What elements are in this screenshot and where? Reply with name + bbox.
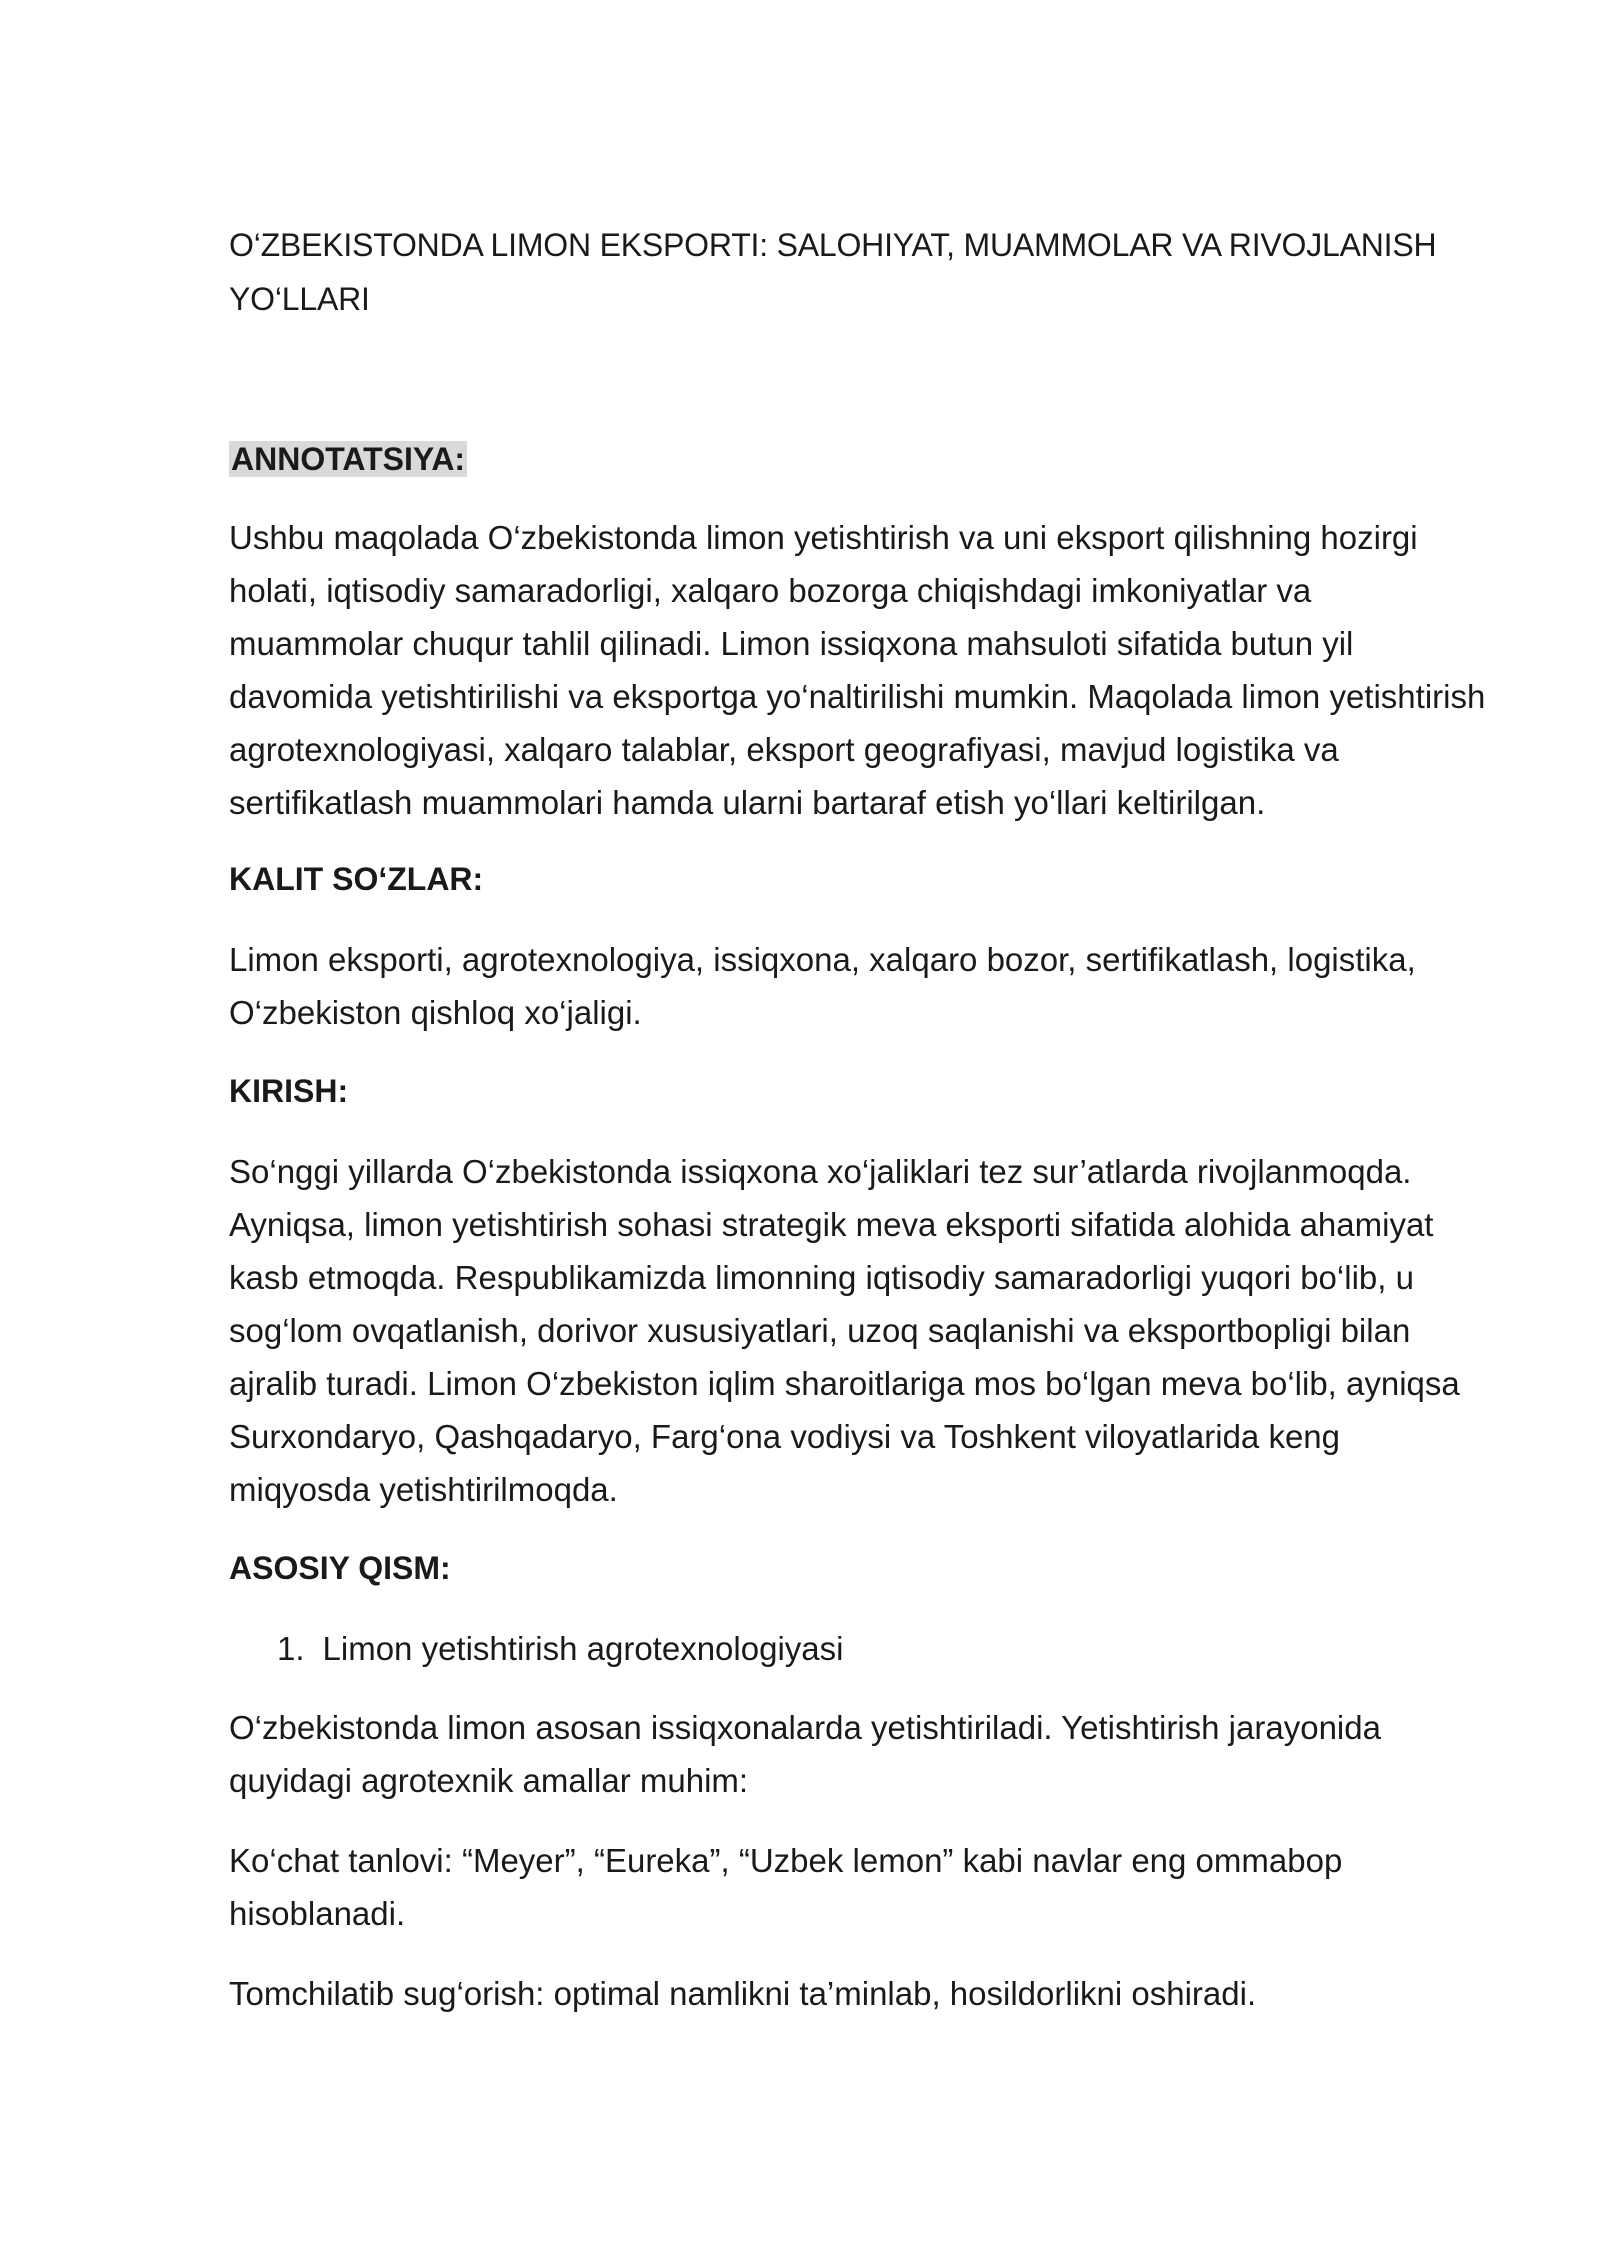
list-item-number: 1. [277, 1630, 305, 1667]
document-title: O‘ZBEKISTONDA LIMON EKSPORTI: SALOHIYAT, MUAMMOLAR VA RIVOJLANISH YO‘LLARI [229, 227, 1437, 317]
main-paragraph-1: O‘zbekistonda limon asosan issiqxonalarda yetishtiriladi. Yetishtirish jarayonida quyidagi agrotexnik amallar muhim: [229, 1709, 1381, 1799]
main-paragraph-2: Ko‘chat tanlovi: “Meyer”, “Eureka”, “Uzbek lemon” kabi navlar eng ommabop hisoblanadi. [229, 1842, 1343, 1932]
annotation-heading [229, 433, 1489, 486]
document-page [229, 218, 1489, 2020]
main-heading: ASOSIY QISM: [229, 1550, 451, 1586]
main-paragraph-3: Tomchilatib sug‘orish: optimal namlikni ta’minlab, hosildorlikni oshiradi. [229, 1975, 1257, 2012]
list-item [229, 1622, 1489, 1675]
annotation-text: Ushbu maqolada O‘zbekistonda limon yetishtirish va uni eksport qilishning hozirgi holati, iqtisodiy samaradorligi, xalqaro bozorga chiqishdagi imkoniyatlar va muammolar chuqur tahlil qilinadi. Limon issiqxona mahsuloti sifatida butun yil davomida yetishtirilishi va eksportga yo‘naltirilishi mumkin. Maqolada limon yetishtirish agrotexnologiyasi, xalqaro talablar, eksport geografiyasi, mavjud logistika va sertifikatlash muammolari hamda ularni bartaraf etish yo‘llari keltirilgan. [229, 519, 1486, 821]
keywords-text: Limon eksporti, agrotexnologiya, issiqxona, xalqaro bozor, sertifikatlash, logistika, O‘zbekiston qishloq xo‘jaligi. [229, 941, 1416, 1031]
list-item-text: Limon yetishtirish agrotexnologiyasi [322, 1630, 844, 1667]
spacer [229, 326, 1489, 433]
main-list [229, 1622, 1489, 1675]
intro-text: So‘nggi yillarda O‘zbekistonda issiqxona xo‘jaliklari tez sur’atlarda rivojlanmoqda. Ayniqsa, limon yetishtirish sohasi strategik meva eksporti sifatida alohida ahamiyat kasb etmoqda. Respublikamizda limonning iqtisodiy samaradorligi yuqori bo‘lib, u sog‘lom ovqatlanish, dorivor xususiyatlari, uzoq saqlanishi va eksportbopligi bilan ajralib turadi. Limon O‘zbekiston iqlim sharoitlariga mos bo‘lgan meva bo‘lib, ayniqsa Surxondaryo, Qashqadaryo, Farg‘ona vodiysi va Toshkent viloyatlarida keng miqyosda yetishtirilmoqda. [229, 1153, 1460, 1508]
keywords-heading: KALIT SO‘ZLAR: [229, 861, 484, 897]
annotation-heading-label: ANNOTATSIYA: [231, 441, 466, 477]
intro-heading: KIRISH: [229, 1073, 349, 1109]
